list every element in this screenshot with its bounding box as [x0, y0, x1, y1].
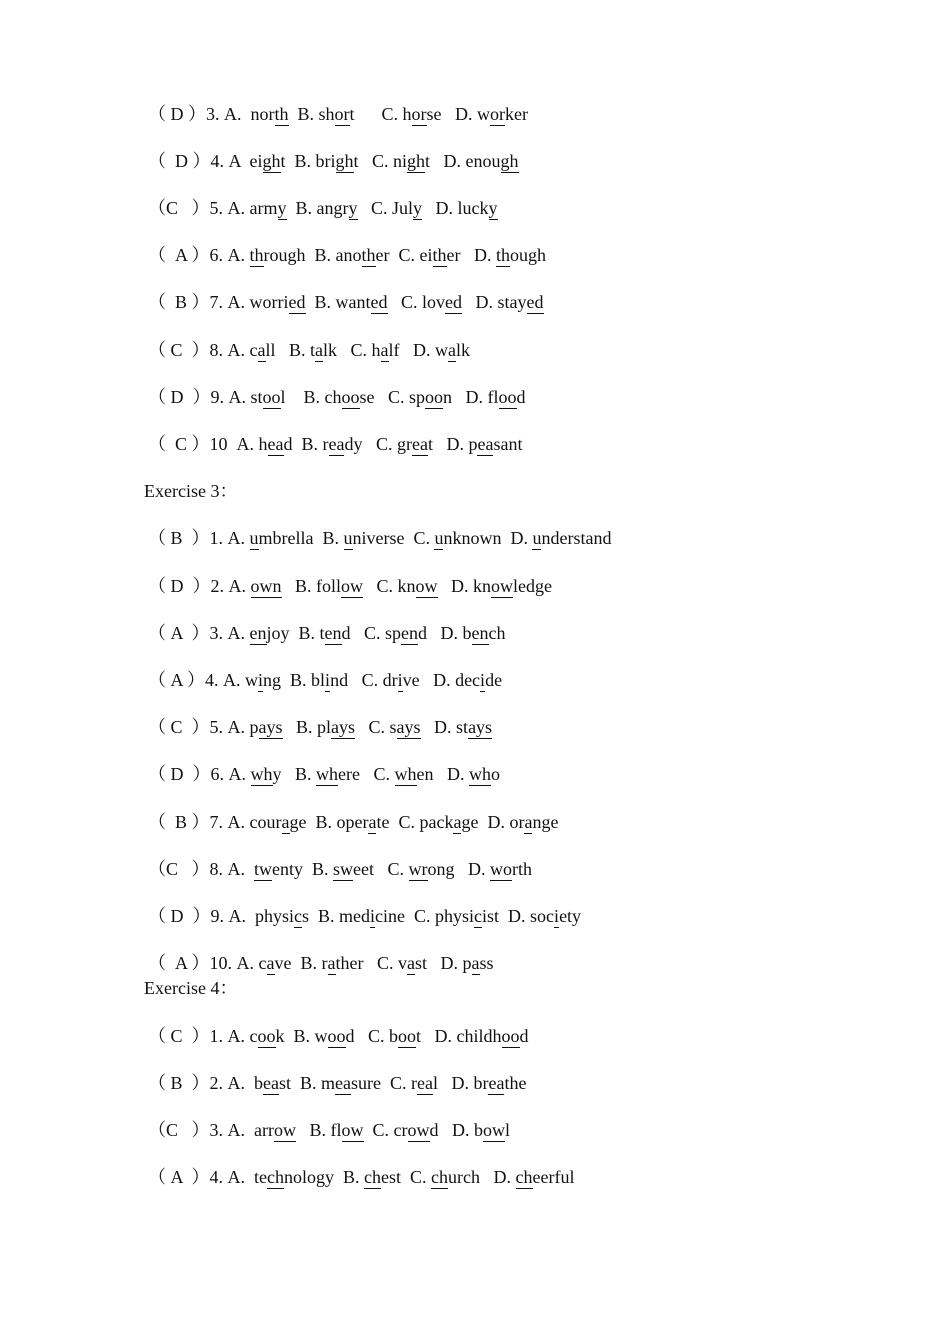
underlined-letters: c: [474, 906, 483, 926]
underlined-letters: ow: [491, 576, 514, 596]
underlined-letters: oo: [498, 387, 517, 407]
underlined-letters: ea: [411, 434, 428, 454]
underlined-letters: oo: [398, 1026, 417, 1046]
underlined-letters: en: [249, 623, 267, 643]
underlined-letters: gh: [407, 151, 426, 171]
question-line: （C ）3. A. arrow B. flow C. crowd D. bowl: [148, 1120, 511, 1140]
underlined-letters: ow: [273, 1120, 296, 1140]
underlined-letters: gh: [500, 151, 519, 171]
underlined-letters: own: [250, 576, 282, 596]
underlined-letters: i: [554, 906, 560, 926]
underlined-letters: oo: [262, 387, 281, 407]
underlined-letters: ea: [488, 1073, 505, 1093]
underlined-letters: or: [334, 104, 350, 124]
underlined-letters: ch: [364, 1167, 382, 1187]
underlined-letters: ed: [288, 292, 306, 312]
underlined-letters: en: [324, 623, 342, 643]
underlined-letters: y: [277, 198, 287, 218]
underlined-letters: u: [343, 528, 353, 548]
underlined-letters: a: [281, 812, 290, 832]
underlined-letters: i: [325, 670, 331, 690]
underlined-letters: a: [453, 812, 462, 832]
underlined-letters: wh: [469, 764, 491, 784]
underlined-letters: th: [361, 245, 376, 265]
underlined-letters: i: [370, 906, 376, 926]
question-line: （ D ）9. A. stool B. choose C. spoon D. flood: [148, 387, 526, 407]
question-line: （ D ）3. A. north B. short C. horse D. worker: [148, 104, 529, 124]
underlined-letters: ea: [328, 434, 345, 454]
question-line: （ C ）5. A. pays B. plays C. says D. stays: [148, 717, 493, 737]
underlined-letters: u: [532, 528, 542, 548]
underlined-letters: ea: [417, 1073, 433, 1093]
underlined-letters: a: [407, 953, 415, 973]
underlined-letters: wr: [408, 859, 428, 879]
underlined-letters: ed: [445, 292, 463, 312]
section-heading: Exercise 4：: [144, 978, 238, 998]
underlined-letters: y: [348, 198, 358, 218]
underlined-letters: ea: [335, 1073, 351, 1093]
underlined-letters: a: [257, 340, 266, 360]
underlined-letters: oo: [425, 387, 444, 407]
question-line: （C ）8. A. twenty B. sweet C. wrong D. worth: [148, 859, 533, 879]
underlined-letters: oo: [501, 1026, 520, 1046]
question-line: （ A ）4. A. technology B. chest C. church D. cheerful: [148, 1167, 575, 1187]
underlined-letters: i: [480, 670, 486, 690]
underlined-letters: ch: [515, 1167, 533, 1187]
underlined-letters: a: [380, 340, 389, 360]
underlined-letters: ow: [341, 576, 364, 596]
underlined-letters: ed: [526, 292, 544, 312]
underlined-letters: i: [397, 670, 403, 690]
underlined-letters: th: [432, 245, 447, 265]
underlined-letters: ow: [483, 1120, 505, 1140]
underlined-letters: i: [258, 670, 264, 690]
underlined-letters: or: [411, 104, 427, 124]
underlined-letters: ays: [331, 717, 356, 737]
underlined-letters: or: [490, 104, 506, 124]
underlined-letters: gh: [262, 151, 281, 171]
underlined-letters: ea: [267, 434, 284, 454]
underlined-letters: u: [249, 528, 259, 548]
underlined-letters: ea: [477, 434, 494, 454]
question-line: （ B ）7. A. courage B. operate C. package D. orange: [148, 812, 559, 832]
underlined-letters: c: [294, 906, 303, 926]
question-line: （ D ）6. A. why B. where C. when D. who: [148, 764, 500, 784]
question-line: （ D ）4. A eight B. bright C. night D. enough: [148, 151, 519, 171]
underlined-letters: a: [266, 953, 275, 973]
underlined-letters: th: [274, 104, 289, 124]
underlined-letters: tw: [254, 859, 273, 879]
underlined-letters: ow: [407, 1120, 430, 1140]
underlined-letters: a: [368, 812, 377, 832]
question-line: （ A ）10. A. cave B. rather C. vast D. pass: [148, 953, 494, 973]
question-line: （ D ）9. A. physics B. medicine C. physicist D. society: [148, 906, 582, 926]
section-heading: Exercise 3：: [144, 481, 238, 501]
question-line: （ C ）8. A. call B. talk C. half D. walk: [148, 340, 471, 360]
underlined-letters: ays: [396, 717, 421, 737]
underlined-letters: th: [496, 245, 511, 265]
underlined-letters: wh: [394, 764, 417, 784]
question-line: （ B ）1. A. umbrella B. universe C. unknown D. understand: [148, 528, 612, 548]
underlined-letters: ow: [341, 1120, 364, 1140]
underlined-letters: a: [327, 953, 336, 973]
underlined-letters: a: [315, 340, 324, 360]
underlined-letters: oo: [341, 387, 360, 407]
question-line: （ B ）2. A. beast B. measure C. real D. breathe: [148, 1073, 527, 1093]
underlined-letters: a: [471, 953, 480, 973]
underlined-letters: wh: [316, 764, 339, 784]
question-line: （ C ）1. A. cook B. wood C. boot D. childhood: [148, 1026, 529, 1046]
underlined-letters: ch: [267, 1167, 284, 1187]
question-line: （ C ）10 A. head B. ready C. great D. peasant: [148, 434, 523, 454]
question-line: （ B ）7. A. worried B. wanted C. loved D. stayed: [148, 292, 544, 312]
underlined-letters: ch: [431, 1167, 449, 1187]
question-line: （ A ）3. A. enjoy B. tend C. spend D. bench: [148, 623, 506, 643]
question-line: （ A ）4. A. wing B. blind C. drive D. decide: [148, 670, 503, 690]
underlined-letters: gh: [335, 151, 354, 171]
underlined-letters: a: [448, 340, 457, 360]
underlined-letters: ays: [258, 717, 283, 737]
question-line: （ A ）6. A. through B. another C. either D. though: [148, 245, 547, 265]
underlined-letters: en: [401, 623, 419, 643]
underlined-letters: th: [249, 245, 264, 265]
underlined-letters: y: [488, 198, 498, 218]
underlined-letters: wh: [250, 764, 273, 784]
underlined-letters: oo: [257, 1026, 276, 1046]
underlined-letters: oo: [327, 1026, 346, 1046]
underlined-letters: ays: [468, 717, 493, 737]
question-line: （C ）5. A. army B. angry C. July D. lucky: [148, 198, 498, 218]
underlined-letters: ed: [370, 292, 388, 312]
underlined-letters: sw: [333, 859, 354, 879]
underlined-letters: a: [524, 812, 533, 832]
underlined-letters: y: [413, 198, 423, 218]
underlined-letters: u: [434, 528, 444, 548]
question-line: （ D ）2. A. own B. follow C. know D. knowledge: [148, 576, 553, 596]
underlined-letters: wo: [490, 859, 513, 879]
underlined-letters: ow: [415, 576, 438, 596]
underlined-letters: en: [471, 623, 489, 643]
underlined-letters: ea: [263, 1073, 279, 1093]
